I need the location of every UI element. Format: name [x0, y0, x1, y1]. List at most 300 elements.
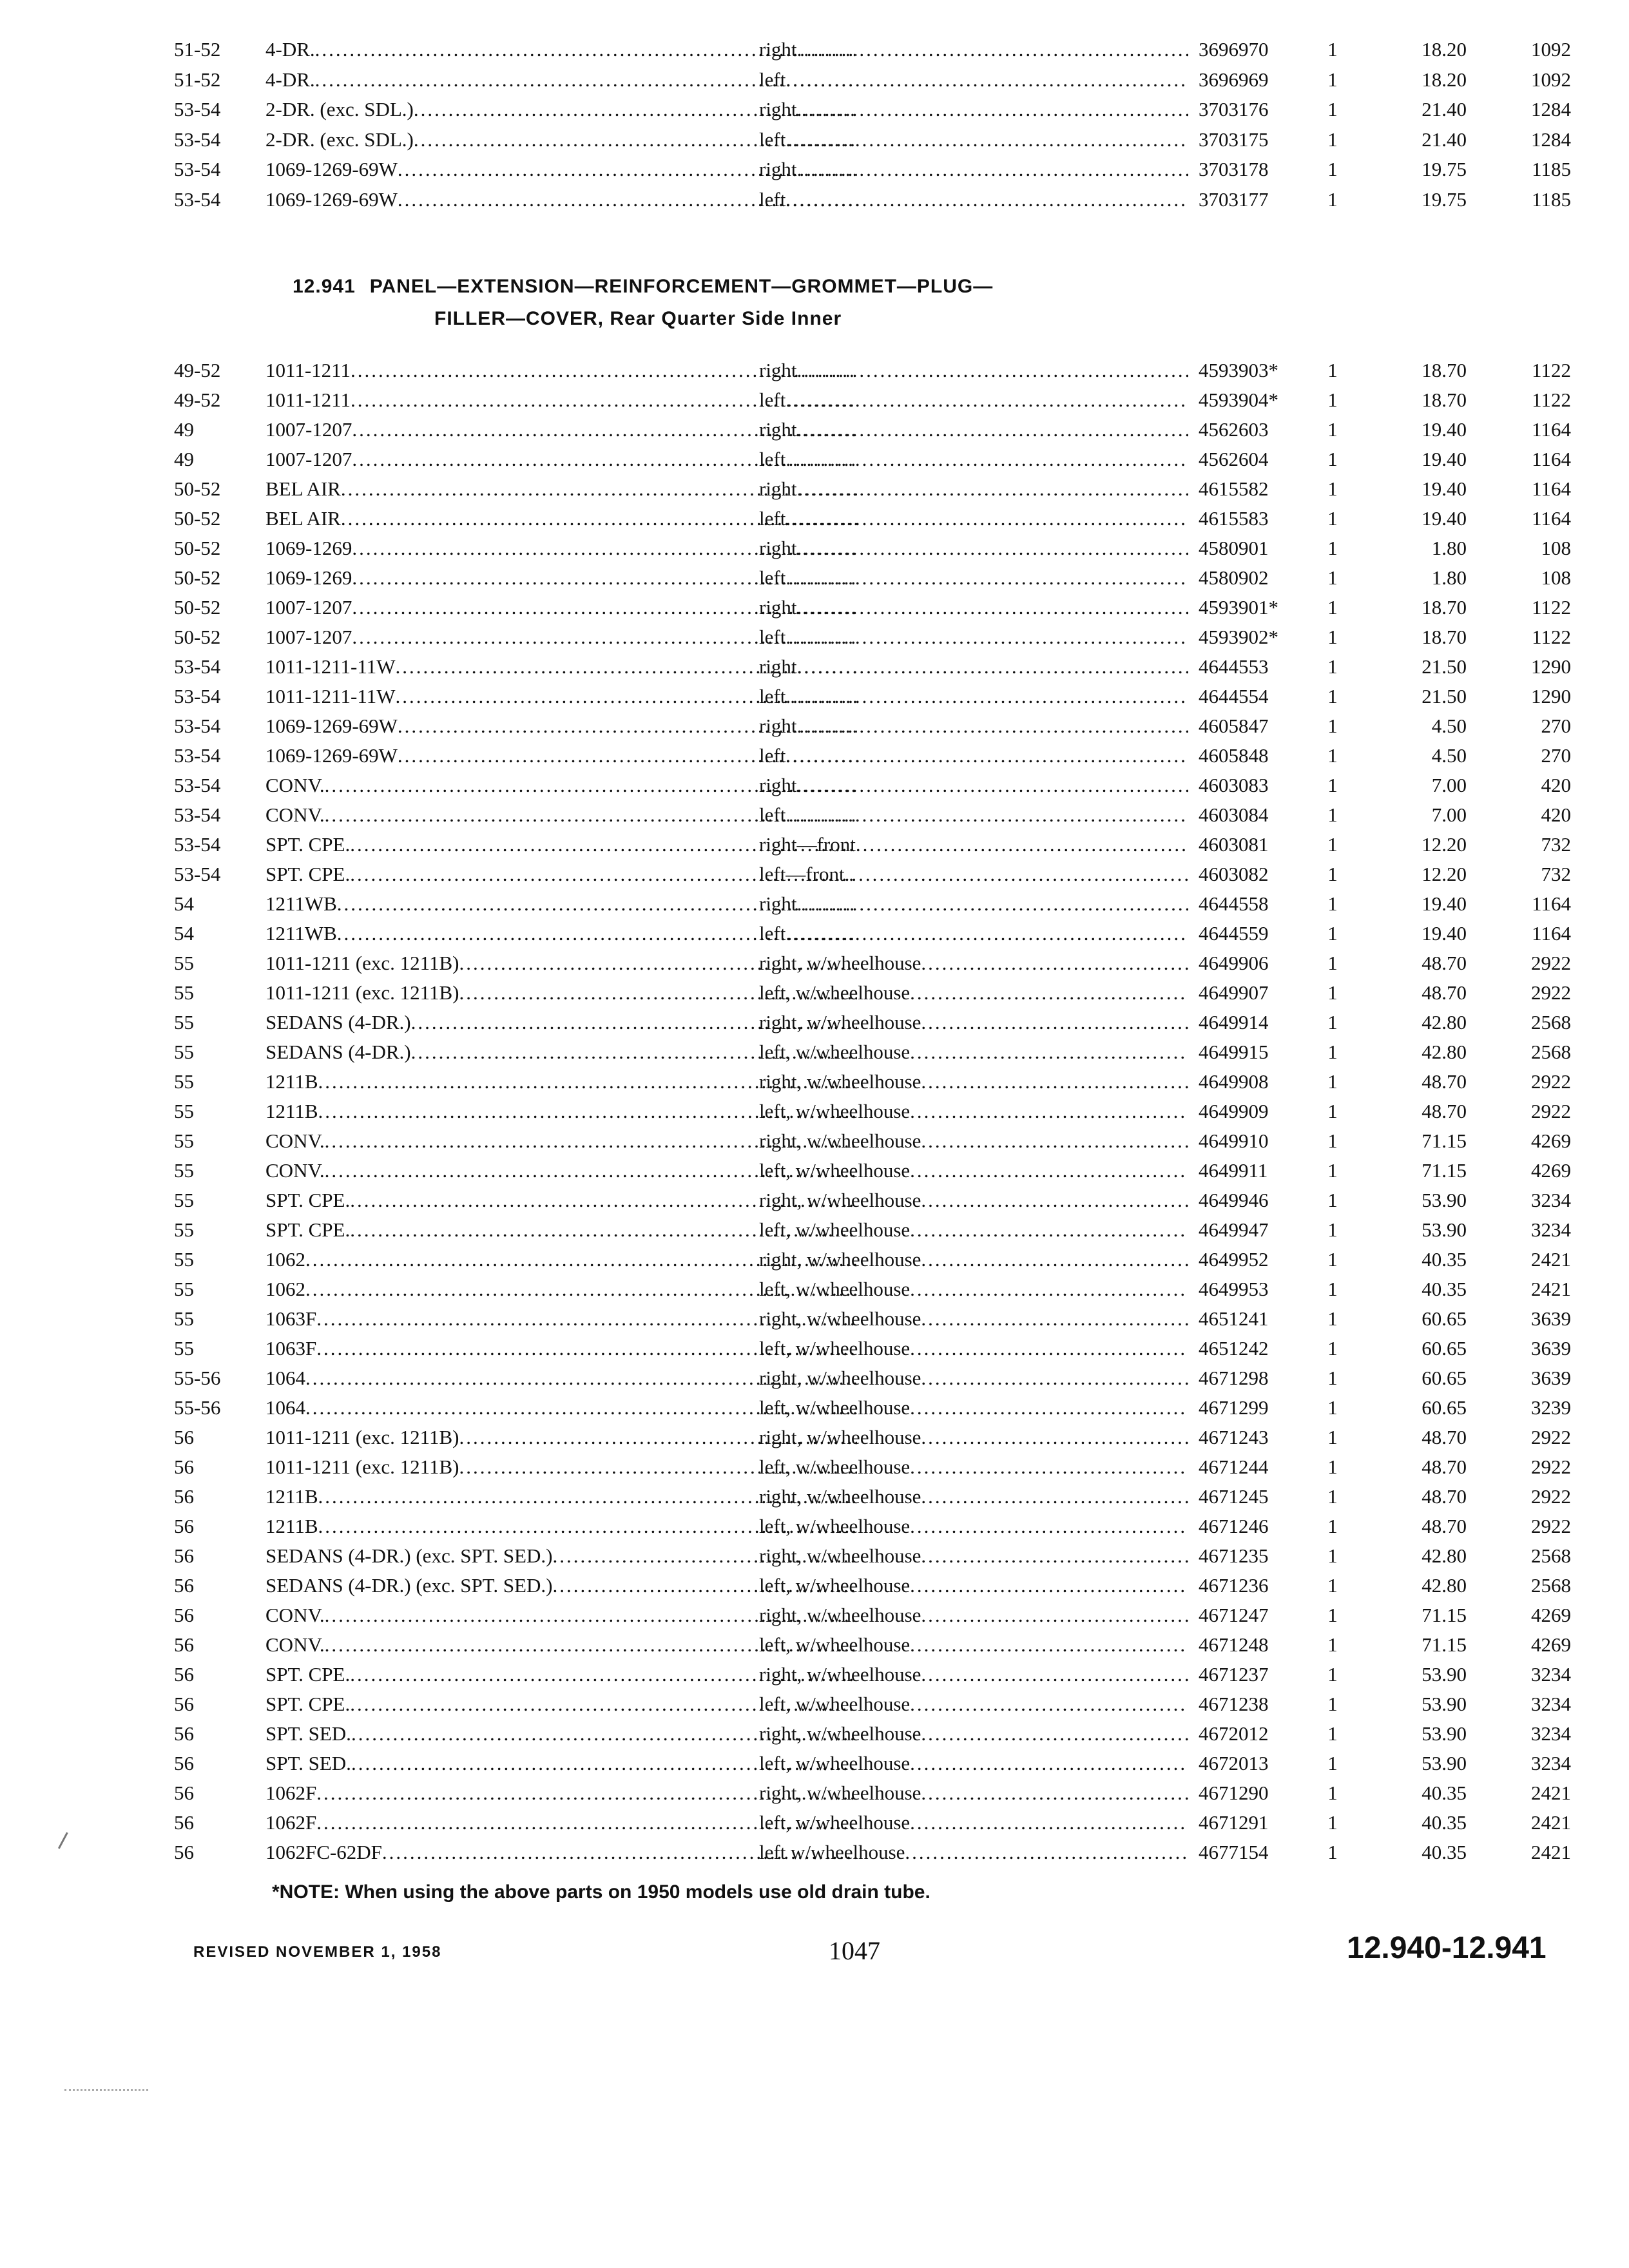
model-year-cell: 55	[174, 1337, 194, 1360]
model-year-cell: 50-52	[174, 507, 221, 530]
model-year-cell: 54	[174, 892, 194, 915]
model-year-cell: 53-54	[174, 863, 221, 885]
list-price-cell: 18.70	[1422, 359, 1467, 381]
part-number-cell: 4644553	[1199, 655, 1269, 678]
body-model-cell: CONV. .....	[265, 800, 857, 830]
list-price-cell: 19.75	[1422, 158, 1467, 180]
list-price-cell: 40.35	[1422, 1248, 1467, 1271]
list-price-cell: 19.75	[1422, 187, 1467, 211]
quantity-cell: 1	[1327, 1011, 1338, 1033]
description-cell: right .....	[759, 95, 1188, 124]
description-cell: left, w/wheelhouse .....	[759, 1749, 1188, 1778]
model-year-cell: 50-52	[174, 537, 221, 559]
list-price-cell: 4.50	[1431, 715, 1467, 737]
part-number-cell: 4644554	[1199, 685, 1269, 707]
list-price-cell: 48.70	[1422, 952, 1467, 974]
price-code-cell: 1290	[1531, 655, 1571, 678]
quantity-cell: 1	[1327, 1307, 1338, 1330]
model-year-cell: 55	[174, 1278, 194, 1300]
model-year-cell: 53-54	[174, 833, 221, 856]
quantity-cell: 1	[1327, 507, 1338, 530]
quantity-cell: 1	[1327, 1041, 1338, 1063]
body-model-cell: 1062 .....	[265, 1245, 857, 1274]
part-number-cell: 3703175	[1199, 128, 1269, 151]
description-cell: right, w/wheelhouse .....	[759, 1482, 1188, 1512]
body-model-cell: 1062 .....	[265, 1274, 857, 1304]
list-price-cell: 40.35	[1422, 1278, 1467, 1300]
price-code-cell: 3639	[1531, 1367, 1571, 1389]
price-code-cell: 2421	[1531, 1782, 1571, 1804]
description-cell: left, w/wheelhouse .....	[759, 1215, 1188, 1245]
part-number-cell: 4593903*	[1199, 359, 1278, 381]
body-model-cell: 1062F .....	[265, 1778, 857, 1808]
section-title-line1: PANEL—EXTENSION—REINFORCEMENT—GROMMET—PLUG—	[369, 276, 994, 297]
part-number-cell: 4562603	[1199, 418, 1269, 441]
model-year-cell: 56	[174, 1515, 194, 1537]
price-code-cell: 3234	[1531, 1722, 1571, 1745]
model-year-cell: 53-54	[174, 98, 221, 120]
part-number-cell: 4671238	[1199, 1693, 1269, 1715]
model-year-cell: 55	[174, 1041, 194, 1063]
body-model-cell: SPT. CPE. .....	[265, 1186, 857, 1215]
price-code-cell: 2421	[1531, 1811, 1571, 1834]
part-number-cell: 4671298	[1199, 1367, 1269, 1389]
price-code-cell: 2421	[1531, 1278, 1571, 1300]
model-year-cell: 56	[174, 1722, 194, 1745]
quantity-cell: 1	[1327, 1841, 1338, 1863]
list-price-cell: 53.90	[1422, 1752, 1467, 1774]
list-price-cell: 4.50	[1431, 744, 1467, 767]
quantity-cell: 1	[1327, 1456, 1338, 1478]
body-model-cell: 1011-1211 (exc. 1211B) .....	[265, 1423, 857, 1452]
quantity-cell: 1	[1327, 1485, 1338, 1508]
quantity-cell: 1	[1327, 774, 1338, 796]
description-cell: right .....	[759, 652, 1188, 682]
price-code-cell: 3234	[1531, 1218, 1571, 1241]
model-year-cell: 49-52	[174, 389, 221, 411]
body-model-cell: SEDANS (4-DR.) (exc. SPT. SED.) .....	[265, 1541, 857, 1571]
quantity-cell: 1	[1327, 1544, 1338, 1567]
price-code-cell: 2568	[1531, 1544, 1571, 1567]
price-code-cell: 2568	[1531, 1574, 1571, 1597]
part-number-cell: 4603082	[1199, 863, 1269, 885]
part-number-cell: 4605847	[1199, 715, 1269, 737]
quantity-cell: 1	[1327, 1604, 1338, 1626]
body-model-cell: 1063F .....	[265, 1304, 857, 1334]
body-model-cell: 1211WB .....	[265, 919, 857, 948]
part-number-cell: 3703177	[1199, 187, 1269, 211]
model-year-cell: 56	[174, 1544, 194, 1567]
description-cell: left, w/wheelhouse .....	[759, 1808, 1188, 1838]
description-cell: left .....	[759, 65, 1188, 95]
description-cell: left, w/wheelhouse .....	[759, 1097, 1188, 1126]
price-code-cell: 2922	[1531, 1100, 1571, 1122]
price-code-cell: 1122	[1532, 359, 1571, 381]
body-model-cell: SPT. CPE. .....	[265, 1660, 857, 1689]
model-year-cell: 54	[174, 922, 194, 945]
quantity-cell: 1	[1327, 863, 1338, 885]
quantity-cell: 1	[1327, 596, 1338, 619]
price-code-cell: 1284	[1531, 128, 1571, 151]
description-cell: right .....	[759, 533, 1188, 563]
quantity-cell: 1	[1327, 389, 1338, 411]
quantity-cell: 1	[1327, 1189, 1338, 1211]
price-code-cell: 2922	[1531, 952, 1571, 974]
footnote: *NOTE: When using the above parts on 1950 models use old drain tube.	[272, 1881, 930, 1903]
description-cell: left .....	[759, 445, 1188, 474]
part-number-cell: 3703178	[1199, 158, 1269, 180]
price-code-cell: 1164	[1532, 892, 1571, 915]
price-code-cell: 1092	[1531, 68, 1571, 91]
description-cell: right, w/wheelhouse .....	[759, 1186, 1188, 1215]
quantity-cell: 1	[1327, 158, 1338, 180]
body-model-cell: 1007-1207 .....	[265, 445, 857, 474]
model-year-cell: 56	[174, 1456, 194, 1478]
revision-date: REVISED NOVEMBER 1, 1958	[193, 1943, 442, 1961]
price-code-cell: 3234	[1531, 1693, 1571, 1715]
quantity-cell: 1	[1327, 187, 1338, 211]
price-code-cell: 1164	[1532, 418, 1571, 441]
quantity-cell: 1	[1327, 744, 1338, 767]
price-code-cell: 420	[1541, 774, 1571, 796]
quantity-cell: 1	[1327, 892, 1338, 915]
price-code-cell: 3239	[1531, 1396, 1571, 1419]
part-number-cell: 4671236	[1199, 1574, 1269, 1597]
part-number-cell: 4605848	[1199, 744, 1269, 767]
body-model-cell: CONV. .....	[265, 771, 857, 800]
part-number-cell: 3696969	[1199, 68, 1269, 91]
model-year-cell: 55	[174, 1070, 194, 1093]
part-number-cell: 4644559	[1199, 922, 1269, 945]
model-year-cell: 56	[174, 1841, 194, 1863]
price-code-cell: 420	[1541, 803, 1571, 826]
list-price-cell: 19.40	[1422, 477, 1467, 500]
model-year-cell: 50-52	[174, 626, 221, 648]
body-model-cell: 1069-1269 .....	[265, 563, 857, 593]
model-year-cell: 53-54	[174, 158, 221, 180]
quantity-cell: 1	[1327, 1426, 1338, 1448]
model-year-cell: 55	[174, 1129, 194, 1152]
quantity-cell: 1	[1327, 98, 1338, 120]
price-code-cell: 1122	[1532, 626, 1571, 648]
part-number-cell: 3703176	[1199, 98, 1269, 120]
model-year-cell: 49	[174, 448, 194, 470]
body-model-cell: CONV. .....	[265, 1126, 857, 1156]
model-year-cell: 56	[174, 1485, 194, 1508]
body-model-cell: 1062F .....	[265, 1808, 857, 1838]
quantity-cell: 1	[1327, 1396, 1338, 1419]
scan-mark	[58, 1832, 72, 1851]
part-number-cell: 4671246	[1199, 1515, 1269, 1537]
quantity-cell: 1	[1327, 952, 1338, 974]
description-cell: right, w/wheelhouse .....	[759, 948, 1188, 978]
body-model-cell: 1011-1211 (exc. 1211B) .....	[265, 978, 857, 1008]
quantity-cell: 1	[1327, 1129, 1338, 1152]
description-cell: left .....	[759, 563, 1188, 593]
list-price-cell: 19.40	[1422, 922, 1467, 945]
body-model-cell: 1069-1269-69W .....	[265, 711, 857, 741]
model-year-cell: 50-52	[174, 477, 221, 500]
model-year-cell: 53-54	[174, 774, 221, 796]
part-number-cell: 3696970	[1199, 38, 1269, 61]
model-year-cell: 53-54	[174, 655, 221, 678]
model-year-cell: 55	[174, 1189, 194, 1211]
list-price-cell: 42.80	[1422, 1011, 1467, 1033]
price-code-cell: 270	[1541, 715, 1571, 737]
body-model-cell: 1069-1269-69W .....	[265, 741, 857, 771]
description-cell: right, w/wheelhouse .....	[759, 1363, 1188, 1393]
list-price-cell: 21.50	[1422, 685, 1467, 707]
description-cell: left, w/wheelhouse .....	[759, 1571, 1188, 1600]
description-cell: left .....	[759, 185, 1188, 215]
part-number-cell: 4671245	[1199, 1485, 1269, 1508]
price-code-cell: 270	[1541, 744, 1571, 767]
part-number-cell: 4649953	[1199, 1278, 1269, 1300]
quantity-cell: 1	[1327, 1278, 1338, 1300]
quantity-cell: 1	[1327, 626, 1338, 648]
price-code-cell: 1092	[1531, 38, 1571, 61]
model-year-cell: 56	[174, 1633, 194, 1656]
price-code-cell: 1122	[1532, 389, 1571, 411]
price-code-cell: 1164	[1532, 507, 1571, 530]
quantity-cell: 1	[1327, 1633, 1338, 1656]
part-number-cell: 4593902*	[1199, 626, 1278, 648]
description-cell: left, w/wheelhouse .....	[759, 1452, 1188, 1482]
quantity-cell: 1	[1327, 922, 1338, 945]
part-number-cell: 4671290	[1199, 1782, 1269, 1804]
price-code-cell: 1284	[1531, 98, 1571, 120]
description-cell: right, w/wheelhouse .....	[759, 1067, 1188, 1097]
model-year-cell: 49-52	[174, 359, 221, 381]
description-cell: right, w/wheelhouse .....	[759, 1660, 1188, 1689]
part-number-cell: 4671299	[1199, 1396, 1269, 1419]
description-cell: left .....	[759, 919, 1188, 948]
model-year-cell: 55	[174, 1248, 194, 1271]
body-model-cell: SPT. CPE. .....	[265, 860, 857, 889]
list-price-cell: 21.50	[1422, 655, 1467, 678]
part-number-cell: 4593904*	[1199, 389, 1278, 411]
description-cell: left .....	[759, 741, 1188, 771]
list-price-cell: 48.70	[1422, 1100, 1467, 1122]
quantity-cell: 1	[1327, 1693, 1338, 1715]
quantity-cell: 1	[1327, 1337, 1338, 1360]
list-price-cell: 7.00	[1431, 803, 1467, 826]
model-year-cell: 53-54	[174, 187, 221, 211]
part-number-cell: 4649907	[1199, 981, 1269, 1004]
section-title-line2-rest: Rear Quarter Side Inner	[610, 308, 842, 329]
quantity-cell: 1	[1327, 1663, 1338, 1686]
price-code-cell: 4269	[1531, 1604, 1571, 1626]
body-model-cell: 1211B .....	[265, 1482, 857, 1512]
part-number-cell: 4672013	[1199, 1752, 1269, 1774]
list-price-cell: 7.00	[1431, 774, 1467, 796]
price-code-cell: 2568	[1531, 1041, 1571, 1063]
quantity-cell: 1	[1327, 128, 1338, 151]
description-cell: right .....	[759, 474, 1188, 504]
list-price-cell: 18.20	[1422, 38, 1467, 61]
price-code-cell: 2922	[1531, 1426, 1571, 1448]
part-number-cell: 4649908	[1199, 1070, 1269, 1093]
list-price-cell: 60.65	[1422, 1367, 1467, 1389]
price-code-cell: 2922	[1531, 1485, 1571, 1508]
list-price-cell: 60.65	[1422, 1337, 1467, 1360]
description-cell: left, w/wheelhouse .....	[759, 1393, 1188, 1423]
quantity-cell: 1	[1327, 715, 1338, 737]
description-cell: left—front .....	[759, 860, 1188, 889]
description-cell: right, w/wheelhouse .....	[759, 1541, 1188, 1571]
body-model-cell: BEL AIR .....	[265, 504, 857, 533]
part-number-cell: 4593901*	[1199, 596, 1278, 619]
price-code-cell: 1290	[1531, 685, 1571, 707]
body-model-cell: 1011-1211 .....	[265, 356, 857, 385]
model-year-cell: 56	[174, 1574, 194, 1597]
description-cell: right .....	[759, 889, 1188, 919]
part-number-cell: 4651241	[1199, 1307, 1269, 1330]
quantity-cell: 1	[1327, 448, 1338, 470]
model-year-cell: 56	[174, 1426, 194, 1448]
description-cell: left, w/wheelhouse .....	[759, 1334, 1188, 1363]
body-model-cell: 1064 .....	[265, 1363, 857, 1393]
body-model-cell: 1011-1211 (exc. 1211B) .....	[265, 948, 857, 978]
model-year-cell: 56	[174, 1752, 194, 1774]
quantity-cell: 1	[1327, 359, 1338, 381]
description-cell: right, w/wheelhouse .....	[759, 1008, 1188, 1037]
body-model-cell: 1211B .....	[265, 1097, 857, 1126]
part-number-cell: 4651242	[1199, 1337, 1269, 1360]
list-price-cell: 48.70	[1422, 1456, 1467, 1478]
price-code-cell: 1122	[1532, 596, 1571, 619]
price-code-cell: 732	[1541, 863, 1571, 885]
list-price-cell: 18.20	[1422, 68, 1467, 91]
quantity-cell: 1	[1327, 1722, 1338, 1745]
quantity-cell: 1	[1327, 685, 1338, 707]
price-code-cell: 108	[1541, 566, 1571, 589]
description-cell: left .....	[759, 385, 1188, 415]
model-year-cell: 50-52	[174, 596, 221, 619]
list-price-cell: 48.70	[1422, 1485, 1467, 1508]
price-code-cell: 1164	[1532, 477, 1571, 500]
price-code-cell: 1164	[1532, 448, 1571, 470]
part-number-cell: 4677154	[1199, 1841, 1269, 1863]
description-cell: right .....	[759, 771, 1188, 800]
list-price-cell: 19.40	[1422, 507, 1467, 530]
list-price-cell: 19.40	[1422, 448, 1467, 470]
model-year-cell: 50-52	[174, 566, 221, 589]
list-price-cell: 1.80	[1431, 566, 1467, 589]
description-cell: right, w/wheelhouse .....	[759, 1423, 1188, 1452]
part-number-cell: 4649946	[1199, 1189, 1269, 1211]
list-price-cell: 19.40	[1422, 892, 1467, 915]
quantity-cell: 1	[1327, 38, 1338, 61]
model-year-cell: 55	[174, 981, 194, 1004]
price-code-cell: 732	[1541, 833, 1571, 856]
body-model-cell: 2-DR. (exc. SDL.) .....	[265, 95, 857, 124]
model-year-cell: 53-54	[174, 685, 221, 707]
part-number-cell: 4649910	[1199, 1129, 1269, 1152]
part-number-cell: 4649952	[1199, 1248, 1269, 1271]
list-price-cell: 40.35	[1422, 1782, 1467, 1804]
body-model-cell: 4-DR. .....	[265, 35, 857, 64]
part-number-cell: 4672012	[1199, 1722, 1269, 1745]
quantity-cell: 1	[1327, 1070, 1338, 1093]
list-price-cell: 60.65	[1422, 1396, 1467, 1419]
body-model-cell: CONV. .....	[265, 1156, 857, 1186]
description-cell: left, w/wheelhouse .....	[759, 1689, 1188, 1719]
model-year-cell: 55	[174, 1100, 194, 1122]
price-code-cell: 2568	[1531, 1011, 1571, 1033]
description-cell: right .....	[759, 711, 1188, 741]
body-model-cell: 1211WB .....	[265, 889, 857, 919]
part-number-cell: 4649906	[1199, 952, 1269, 974]
model-year-cell: 55	[174, 1307, 194, 1330]
price-code-cell: 2922	[1531, 1070, 1571, 1093]
quantity-cell: 1	[1327, 1574, 1338, 1597]
description-cell: left, w/wheelhouse .....	[759, 1274, 1188, 1304]
description-cell: right .....	[759, 35, 1188, 64]
list-price-cell: 12.20	[1422, 833, 1467, 856]
list-price-cell: 71.15	[1422, 1633, 1467, 1656]
model-year-cell: 55	[174, 1218, 194, 1241]
list-price-cell: 71.15	[1422, 1604, 1467, 1626]
price-code-cell: 2922	[1531, 1456, 1571, 1478]
part-number-cell: 4649909	[1199, 1100, 1269, 1122]
list-price-cell: 60.65	[1422, 1307, 1467, 1330]
section-number: 12.941	[293, 276, 356, 297]
list-price-cell: 53.90	[1422, 1693, 1467, 1715]
quantity-cell: 1	[1327, 477, 1338, 500]
list-price-cell: 21.40	[1422, 98, 1467, 120]
list-price-cell: 12.20	[1422, 863, 1467, 885]
body-model-cell: 1011-1211-11W .....	[265, 682, 857, 711]
price-code-cell: 2421	[1531, 1841, 1571, 1863]
description-cell: left .....	[759, 125, 1188, 155]
list-price-cell: 53.90	[1422, 1189, 1467, 1211]
body-model-cell: SEDANS (4-DR.) (exc. SPT. SED.) .....	[265, 1571, 857, 1600]
description-cell: right, w/wheelhouse .....	[759, 1304, 1188, 1334]
quantity-cell: 1	[1327, 1159, 1338, 1182]
body-model-cell: 1011-1211 .....	[265, 385, 857, 415]
part-number-cell: 4649947	[1199, 1218, 1269, 1241]
model-year-cell: 53-54	[174, 128, 221, 151]
price-code-cell: 1185	[1532, 187, 1571, 211]
description-cell: left, w/wheelhouse .....	[759, 1037, 1188, 1067]
description-cell: right .....	[759, 155, 1188, 184]
part-number-cell: 4671237	[1199, 1663, 1269, 1686]
body-model-cell: SPT. CPE. .....	[265, 1215, 857, 1245]
body-model-cell: SPT. SED. .....	[265, 1749, 857, 1778]
scan-mark	[64, 2089, 148, 2091]
list-price-cell: 48.70	[1422, 1426, 1467, 1448]
body-model-cell: SPT. CPE. .....	[265, 830, 857, 860]
price-code-cell: 3234	[1531, 1752, 1571, 1774]
quantity-cell: 1	[1327, 1811, 1338, 1834]
body-model-cell: 1069-1269 .....	[265, 533, 857, 563]
model-year-cell: 49	[174, 418, 194, 441]
part-number-cell: 4644558	[1199, 892, 1269, 915]
description-cell: left w/wheelhouse .....	[759, 1838, 1188, 1867]
model-year-cell: 56	[174, 1663, 194, 1686]
part-number-cell: 4562604	[1199, 448, 1269, 470]
price-code-cell: 2922	[1531, 1515, 1571, 1537]
price-code-cell: 4269	[1531, 1633, 1571, 1656]
list-price-cell: 42.80	[1422, 1574, 1467, 1597]
quantity-cell: 1	[1327, 1100, 1338, 1122]
model-year-cell: 55-56	[174, 1367, 221, 1389]
list-price-cell: 71.15	[1422, 1129, 1467, 1152]
price-code-cell: 3234	[1531, 1663, 1571, 1686]
description-cell: right, w/wheelhouse .....	[759, 1126, 1188, 1156]
quantity-cell: 1	[1327, 655, 1338, 678]
